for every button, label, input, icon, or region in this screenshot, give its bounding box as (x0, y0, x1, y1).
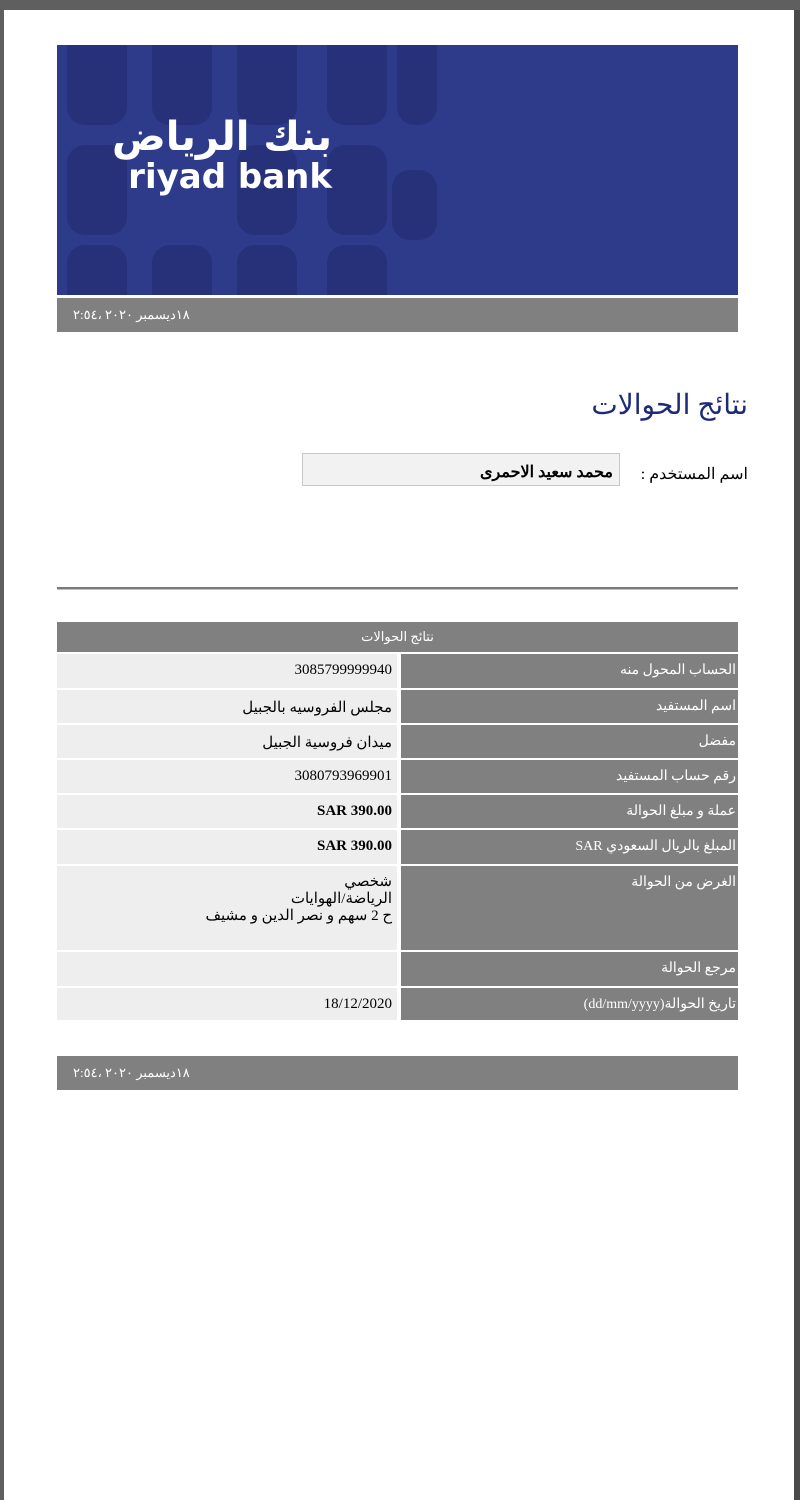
table-row (57, 688, 738, 723)
page-title: نتائج الحوالات (591, 390, 748, 421)
table-row (57, 723, 738, 758)
table-row (57, 986, 738, 1020)
riyad-bank-logo (112, 115, 332, 195)
row-label: الغرض من الحوالة (401, 866, 738, 950)
row-value (57, 952, 397, 986)
username-field (302, 453, 620, 486)
row-value: 3085799999940 (57, 654, 397, 688)
page-shadow (794, 10, 800, 1500)
table-row (57, 793, 738, 828)
row-value: 3080793969901 (57, 760, 397, 793)
row-label: تاريخ الحوالة(dd/mm/yyyy) (401, 988, 738, 1020)
row-label: عملة و مبلغ الحوالة (401, 795, 738, 828)
header-date: ١٨ديسمبر ٢٠٢٠ ،٢:٥٤ (73, 307, 190, 322)
row-value: ميدان فروسية الجبيل (57, 725, 397, 758)
header-date-bar (57, 298, 738, 332)
row-label: المبلغ بالريال السعودي SAR (401, 830, 738, 864)
table-row (57, 758, 738, 793)
results-table-header: نتائج الحوالات (57, 622, 738, 652)
purpose-line: الرياضة/الهوايات (290, 891, 392, 907)
row-value: مجلس الفروسيه بالجبيل (57, 690, 397, 723)
table-row (57, 950, 738, 986)
row-value: SAR 390.00 (57, 830, 397, 864)
row-label: اسم المستفيد (401, 690, 738, 723)
username-label: اسم المستخدم : (640, 466, 748, 483)
footer-date-bar (57, 1056, 738, 1090)
row-label: الحساب المحول منه (401, 654, 738, 688)
table-row (57, 828, 738, 864)
row-label: رقم حساب المستفيد (401, 760, 738, 793)
footer-date: ١٨ديسمبر ٢٠٢٠ ،٢:٥٤ (73, 1065, 190, 1080)
logo-english: riyad bank (128, 157, 332, 197)
purpose-line: ح 2 سهم و نصر الدين و مشيف (205, 908, 392, 924)
logo-arabic: بنك الرياض (112, 114, 332, 160)
purpose-line: شخصي (344, 874, 392, 890)
row-value: 18/12/2020 (57, 988, 397, 1020)
row-value: SAR 390.00 (57, 795, 397, 828)
section-divider (57, 587, 738, 590)
row-value-multiline (57, 866, 397, 950)
table-row (57, 652, 738, 688)
row-label: مرجع الحوالة (401, 952, 738, 986)
username-value: محمد سعيد الاحمرى (480, 464, 613, 481)
row-label: مفضل (401, 725, 738, 758)
bank-banner (57, 45, 738, 295)
table-row (57, 864, 738, 950)
